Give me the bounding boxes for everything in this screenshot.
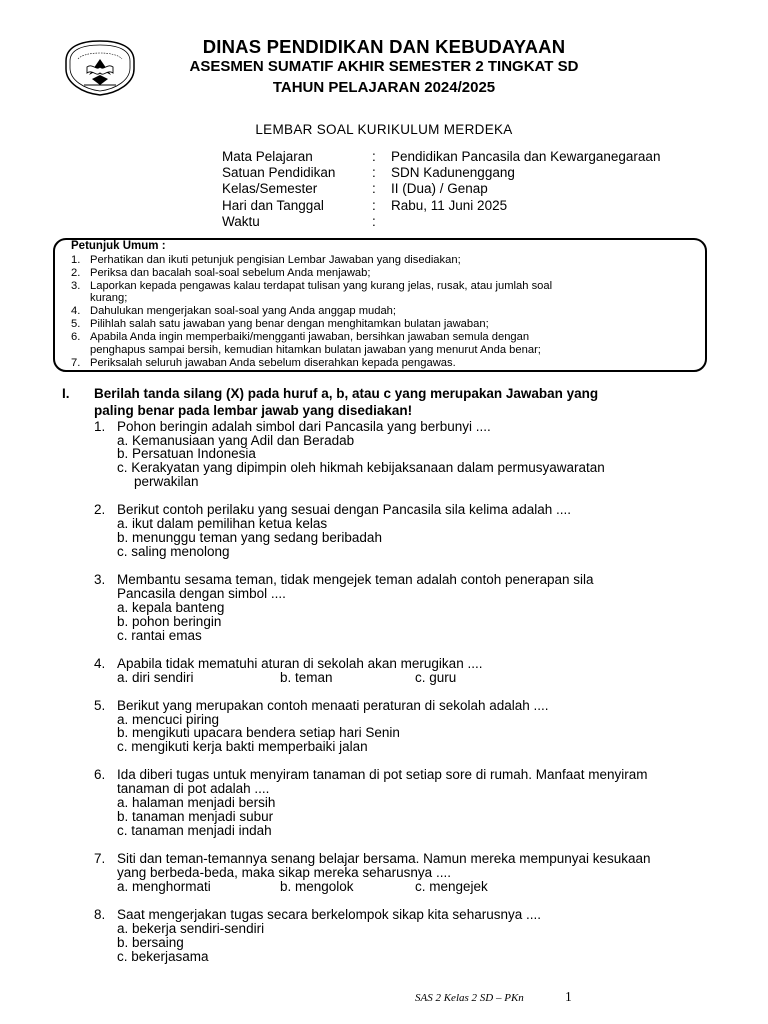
answer-option: b. teman (280, 670, 333, 685)
instruction-number: 6. (71, 331, 81, 343)
answer-option: a. ikut dalam pemilihan ketua kelas (117, 516, 328, 531)
footer-label: SAS 2 Kelas 2 SD – PKn (415, 992, 524, 1004)
question-text: Ida diberi tugas untuk menyiram tanaman di pot setiap sore di rumah. Manfaat menyiram (117, 767, 648, 782)
header-assessment: ASESMEN SUMATIF AKHIR SEMESTER 2 TINGKAT SD (189, 58, 579, 75)
answer-option: b. tanaman menjadi subur (117, 809, 274, 824)
instruction-text: Periksa dan bacalah soal-soal sebelum Anda menjawab; (90, 267, 371, 279)
answer-option: b. bersaing (117, 935, 184, 950)
question-number: 1. (94, 419, 106, 434)
question-text: Pohon beringin adalah simbol dari Pancasila yang berbunyi .... (117, 419, 491, 434)
info-value: II (Dua) / Genap (391, 181, 488, 196)
question-text: Saat mengerjakan tugas secara berkelompok sikap kita seharusnya .... (117, 907, 541, 922)
info-value: Pendidikan Pancasila dan Kewarganegaraan (391, 149, 661, 164)
answer-option: a. halaman menjadi bersih (117, 795, 276, 810)
answer-option: a. bekerja sendiri-sendiri (117, 921, 265, 936)
instruction-number: 1. (71, 254, 81, 266)
instruction-text: Perhatikan dan ikuti petunjuk pengisian Lembar Jawaban yang disediakan; (90, 254, 461, 266)
question-text: Berikut contoh perilaku yang sesuai dengan Pancasila sila kelima adalah .... (117, 502, 572, 517)
info-label: Satuan Pendidikan (222, 165, 336, 180)
answer-option: c. bekerjasama (117, 949, 209, 964)
instruction-text: Apabila Anda ingin memperbaiki/mengganti jawaban, bersihkan jawaban semula dengan (90, 331, 530, 343)
question-number: 6. (94, 767, 106, 782)
answer-option: c. mengikuti kerja bakti memperbaiki jalan (117, 739, 368, 754)
section-instruction: Berilah tanda silang (X) pada huruf a, b, atau c yang merupakan Jawaban yang (94, 386, 599, 401)
answer-option: b. menunggu teman yang sedang beribadah (117, 530, 382, 545)
question-text: yang berbeda-beda, maka sikap mereka seharusnya .... (117, 865, 451, 880)
answer-option: c. mengejek (415, 879, 488, 894)
info-label: Hari dan Tanggal (222, 198, 324, 213)
question-number: 7. (94, 851, 106, 866)
question-number: 2. (94, 502, 106, 517)
header-agency: DINAS PENDIDIKAN DAN KEBUDAYAAN (202, 36, 566, 57)
instructions-title: Petunjuk Umum : (71, 240, 166, 252)
answer-option: c. guru (415, 670, 457, 685)
question-number: 4. (94, 656, 106, 671)
instruction-text: Laporkan kepada pengawas kalau terdapat tulisan yang kurang jelas, rusak, atau jumlah soal (90, 280, 553, 292)
answer-option: c. tanaman menjadi indah (117, 823, 272, 838)
info-colon: : (372, 198, 376, 213)
section-instruction: paling benar pada lembar jawab yang disediakan! (94, 403, 413, 418)
instruction-number: 3. (71, 280, 81, 292)
answer-option: c. Kerakyatan yang dipimpin oleh hikmah kebijaksanaan dalam permusyawaratan (117, 460, 605, 475)
question-text: Pancasila dengan simbol .... (117, 586, 286, 601)
instruction-number: 7. (71, 357, 81, 369)
instruction-number: 2. (71, 267, 81, 279)
question-text: Apabila tidak mematuhi aturan di sekolah akan merugikan .... (117, 656, 483, 671)
answer-option: c. saling menolong (117, 544, 230, 559)
info-value: SDN Kadunenggang (391, 165, 515, 180)
page-number: 1 (565, 989, 572, 1004)
instruction-text: penghapus sampai bersih, kemudian hitamkan bulatan jawaban yang menurut Anda benar; (90, 344, 541, 356)
info-colon: : (372, 165, 376, 180)
question-text: Siti dan teman-temannya senang belajar bersama. Namun mereka mempunyai kesukaan (117, 851, 651, 866)
question-number: 5. (94, 698, 106, 713)
instruction-text: kurang; (90, 292, 128, 304)
answer-option: b. Persatuan Indonesia (117, 446, 256, 461)
answer-option-cont: perwakilan (134, 474, 199, 489)
question-text: Membantu sesama teman, tidak mengejek teman adalah contoh penerapan sila (117, 572, 594, 587)
instruction-number: 4. (71, 305, 81, 317)
answer-option: a. mencuci piring (117, 712, 220, 727)
answer-option: b. mengolok (280, 879, 354, 894)
info-colon: : (372, 214, 376, 229)
instruction-text: Periksalah seluruh jawaban Anda sebelum diserahkan kepada pengawas. (90, 357, 456, 369)
answer-option: a. kepala banteng (117, 600, 225, 615)
instruction-text: Dahulukan mengerjakan soal-soal yang Anda anggap mudah; (90, 305, 397, 317)
answer-option: b. mengikuti upacara bendera setiap hari Senin (117, 725, 400, 740)
instruction-text: Pilihlah salah satu jawaban yang benar dengan menghitamkan bulatan jawaban; (90, 318, 489, 330)
info-value: Rabu, 11 Juni 2025 (391, 198, 508, 213)
info-label: Mata Pelajaran (222, 149, 313, 164)
header-school-year: TAHUN PELAJARAN 2024/2025 (272, 79, 496, 96)
info-label: Waktu (222, 214, 260, 229)
info-colon: : (372, 181, 376, 196)
question-number: 3. (94, 572, 106, 587)
info-label: Kelas/Semester (222, 181, 318, 196)
instruction-number: 5. (71, 318, 81, 330)
answer-option: a. Kemanusiaan yang Adil dan Beradab (117, 433, 355, 448)
answer-option: c. rantai emas (117, 628, 202, 643)
question-text: tanaman di pot adalah .... (117, 781, 270, 796)
info-colon: : (372, 149, 376, 164)
section-number: I. (62, 386, 70, 401)
sheet-title: LEMBAR SOAL KURIKULUM MERDEKA (255, 122, 513, 137)
question-number: 8. (94, 907, 106, 922)
question-text: Berikut yang merupakan contoh menaati peraturan di sekolah adalah .... (117, 698, 549, 713)
answer-option: a. menghormati (117, 879, 211, 894)
answer-option: b. pohon beringin (117, 614, 222, 629)
answer-option: a. diri sendiri (117, 670, 194, 685)
